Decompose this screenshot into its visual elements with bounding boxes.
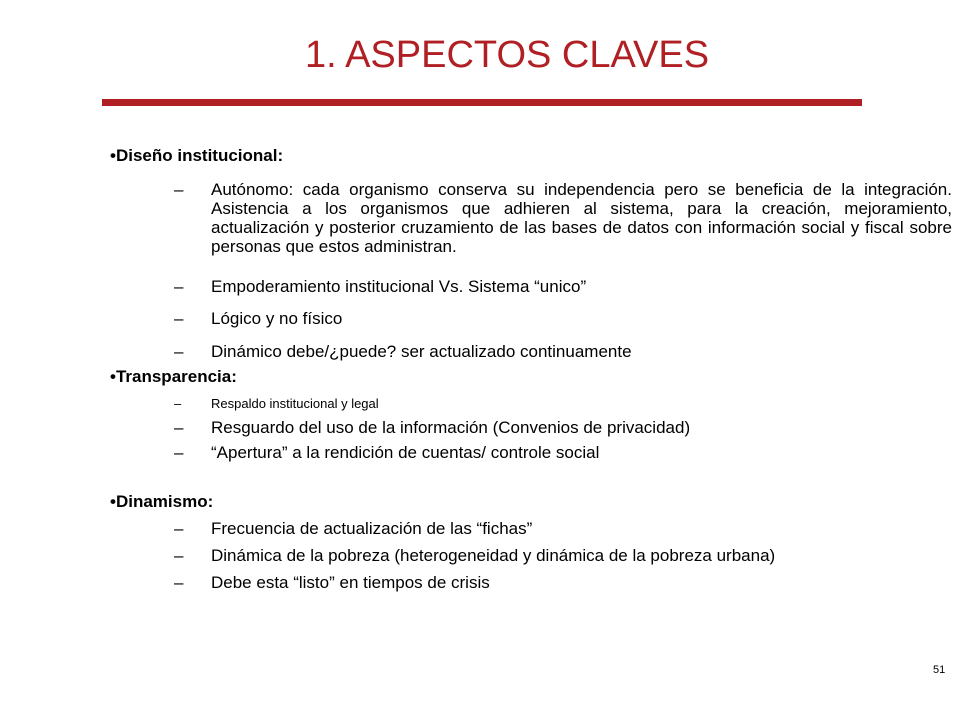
list-item [174,573,952,592]
dash-bullet: – [174,342,184,361]
list-item [174,519,952,538]
dash-bullet: – [174,443,184,462]
list-item-text: Frecuencia de actualización de las “fichas” [211,519,533,538]
dash-bullet: – [174,309,184,328]
list-item [174,546,952,565]
list-item-text: Lógico y no físico [211,309,343,328]
list-item-text: Empoderamiento institucional Vs. Sistema “unico” [211,277,587,296]
list-item [174,418,952,437]
title-underline [102,99,862,106]
slide-title: 1. ASPECTOS CLAVES [304,34,710,76]
dash-bullet: – [174,277,184,296]
dash-bullet: – [174,396,182,411]
list-item-text: Dinámico debe/¿puede? ser actualizado continuamente [211,342,632,361]
dash-bullet: – [174,519,184,538]
list-item-text: Dinámica de la pobreza (heterogeneidad y dinámica de la pobreza urbana) [211,546,776,565]
list-item-text: Respaldo institucional y legal [211,396,379,411]
list-item-text: “Apertura” a la rendición de cuentas/ controle social [211,443,600,462]
dash-bullet: – [174,180,184,199]
section-heading-diseno-institucional: •Diseño institucional: [110,146,284,165]
dash-bullet: – [174,418,184,437]
dash-bullet: – [174,573,184,592]
list-item-text: Debe esta “listo” en tiempos de crisis [211,573,490,592]
list-item [174,309,952,328]
list-item-text: Resguardo del uso de la información (Convenios de privacidad) [211,418,691,437]
list-item [174,443,952,462]
list-item [174,394,952,413]
list-item-text: Autónomo: cada organismo conserva su independencia pero se beneficia de la integración. Asistencia a los organismos que adhieren al sistema, para la creación, mejoramiento, actualización y posterior cruzamiento de las bases de datos con información social y fiscal sobre personas que estos administran. [211,180,952,256]
list-item [174,180,952,256]
dash-bullet: – [174,546,184,565]
list-item [174,277,952,296]
section-heading-dinamismo: •Dinamismo: [110,492,214,511]
list-item [174,342,952,361]
page-number: 51 [933,664,946,676]
section-heading-transparencia: •Transparencia: [110,367,237,386]
